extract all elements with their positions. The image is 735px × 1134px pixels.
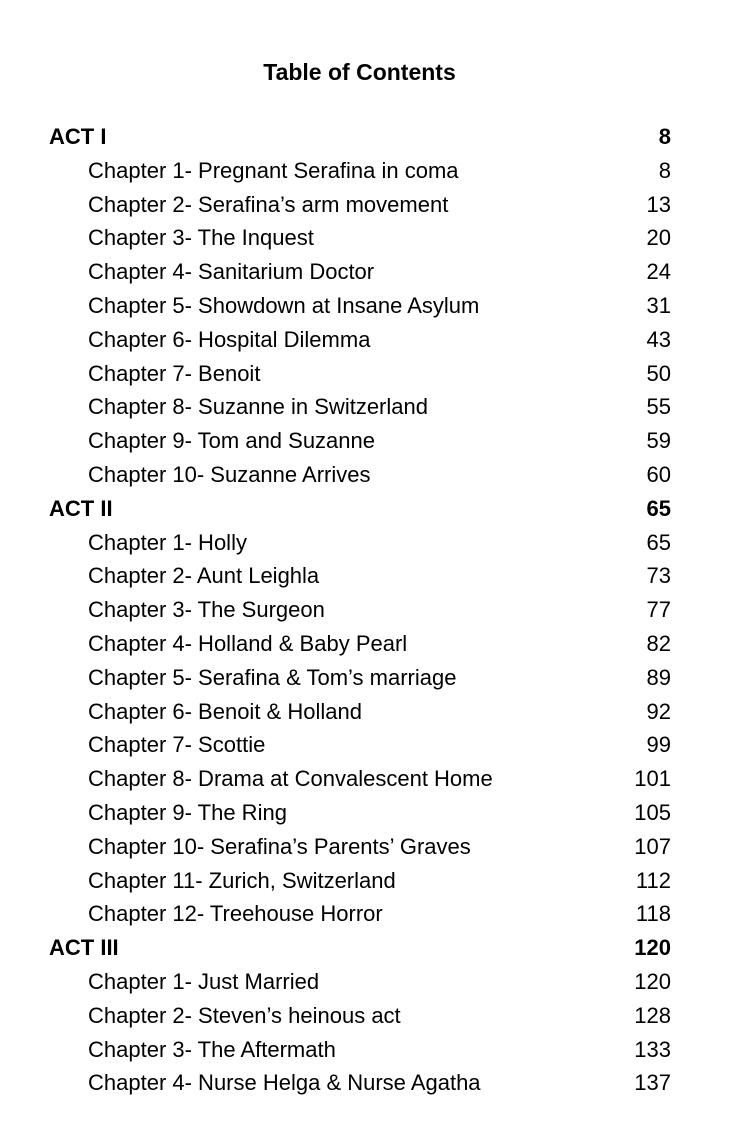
- chapter-page-number: 118: [635, 901, 671, 927]
- chapter-page-number: 73: [646, 563, 671, 589]
- chapter-page-number: 43: [646, 326, 671, 352]
- chapter-label: Chapter 8- Drama at Convalescent Home: [88, 766, 493, 792]
- toc-entry: [49, 728, 671, 762]
- act-page-number: 120: [634, 935, 671, 961]
- chapter-label: Chapter 10- Serafina’s Parents’ Graves: [88, 833, 471, 859]
- chapter-label: Chapter 5- Serafina & Tom’s marriage: [88, 664, 457, 690]
- chapter-page-number: 137: [634, 1070, 671, 1096]
- chapter-page-number: 24: [646, 259, 671, 285]
- chapter-page-number: 133: [634, 1036, 671, 1062]
- chapter-page-number: 120: [634, 968, 671, 994]
- chapter-label: Chapter 4- Nurse Helga & Nurse Agatha: [88, 1070, 481, 1096]
- chapter-label: Chapter 4- Holland & Baby Pearl: [88, 630, 408, 656]
- act-label: ACT I: [49, 124, 107, 149]
- chapter-page-number: 92: [646, 698, 671, 724]
- toc-entry: [49, 1066, 671, 1100]
- toc-entry: [49, 424, 671, 458]
- chapter-page-number: 20: [646, 225, 671, 251]
- chapter-page-number: 107: [634, 833, 671, 859]
- toc-entry: [49, 559, 671, 593]
- chapter-page-number: 112: [635, 867, 671, 893]
- chapter-label: Chapter 1- Just Married: [88, 968, 320, 994]
- chapter-page-number: 13: [646, 191, 671, 217]
- toc-entry: [49, 830, 671, 864]
- chapter-page-number: 128: [634, 1002, 671, 1028]
- chapter-page-number: 31: [646, 292, 671, 318]
- toc-entry: [49, 999, 671, 1033]
- chapter-label: Chapter 6- Benoit & Holland: [88, 698, 362, 724]
- act-label: ACT III: [49, 935, 119, 961]
- toc-entry: [49, 593, 671, 627]
- chapter-label: Chapter 2- Serafina’s arm movement: [88, 191, 449, 217]
- chapter-label: Chapter 11- Zurich, Switzerland: [88, 867, 396, 893]
- chapter-page-number: 60: [646, 461, 671, 487]
- toc-entry: [49, 965, 671, 999]
- toc-entry: [49, 1033, 671, 1067]
- toc-entry: [49, 390, 671, 424]
- chapter-page-number: 105: [634, 799, 671, 825]
- chapter-label: Chapter 2- Aunt Leighla: [88, 563, 320, 589]
- toc-entry: [49, 627, 671, 661]
- chapter-label: Chapter 1- Pregnant Serafina in coma: [88, 157, 459, 183]
- chapter-label: Chapter 4- Sanitarium Doctor: [88, 259, 375, 285]
- act-page-number: 8: [658, 124, 671, 149]
- chapter-page-number: 55: [646, 394, 671, 420]
- act-page-number: 65: [646, 495, 671, 521]
- chapter-label: Chapter 10- Suzanne Arrives: [88, 461, 371, 487]
- chapter-page-number: 8: [658, 157, 671, 183]
- chapter-label: Chapter 9- Tom and Suzanne: [88, 428, 375, 454]
- chapter-label: Chapter 2- Steven’s heinous act: [88, 1002, 401, 1028]
- chapter-label: Chapter 3- The Aftermath: [88, 1036, 336, 1062]
- act-heading-act-1: [49, 120, 671, 154]
- chapter-label: Chapter 6- Hospital Dilemma: [88, 326, 371, 352]
- chapter-page-number: 101: [634, 766, 671, 792]
- chapter-page-number: 99: [646, 732, 671, 758]
- toc-entry: [49, 289, 671, 323]
- chapter-label: Chapter 3- The Surgeon: [88, 597, 325, 623]
- toc-entry: [49, 762, 671, 796]
- toc-entry: [49, 255, 671, 289]
- act-label: ACT II: [49, 495, 113, 521]
- chapter-page-number: 50: [646, 360, 671, 386]
- toc-entry: [49, 188, 671, 222]
- table-of-contents: [49, 120, 671, 1100]
- toc-entry: [49, 323, 671, 357]
- toc-entry: [49, 897, 671, 931]
- chapter-label: Chapter 9- The Ring: [88, 799, 287, 825]
- chapter-label: Chapter 7- Scottie: [88, 732, 266, 758]
- chapter-page-number: 89: [646, 664, 671, 690]
- chapter-label: Chapter 8- Suzanne in Switzerland: [88, 394, 428, 420]
- chapter-page-number: 82: [646, 630, 671, 656]
- toc-entry: [49, 357, 671, 391]
- chapter-label: Chapter 5- Showdown at Insane Asylum: [88, 292, 480, 318]
- toc-entry: [49, 221, 671, 255]
- toc-entry: [49, 154, 671, 188]
- chapter-page-number: 77: [646, 597, 671, 623]
- toc-entry: [49, 864, 671, 898]
- chapter-page-number: 59: [646, 428, 671, 454]
- act-heading-act-2: [49, 492, 671, 526]
- toc-entry: [49, 526, 671, 560]
- chapter-label: Chapter 12- Treehouse Horror: [88, 901, 383, 927]
- chapter-label: Chapter 7- Benoit: [88, 360, 261, 386]
- toc-entry: [49, 661, 671, 695]
- toc-entry: [49, 796, 671, 830]
- chapter-label: Chapter 1- Holly: [88, 529, 247, 555]
- toc-entry: [49, 695, 671, 729]
- toc-entry: [49, 458, 671, 492]
- chapter-label: Chapter 3- The Inquest: [88, 225, 314, 251]
- act-heading-act-3: [49, 931, 671, 965]
- page-title: Table of Contents: [263, 59, 456, 85]
- chapter-page-number: 65: [646, 529, 671, 555]
